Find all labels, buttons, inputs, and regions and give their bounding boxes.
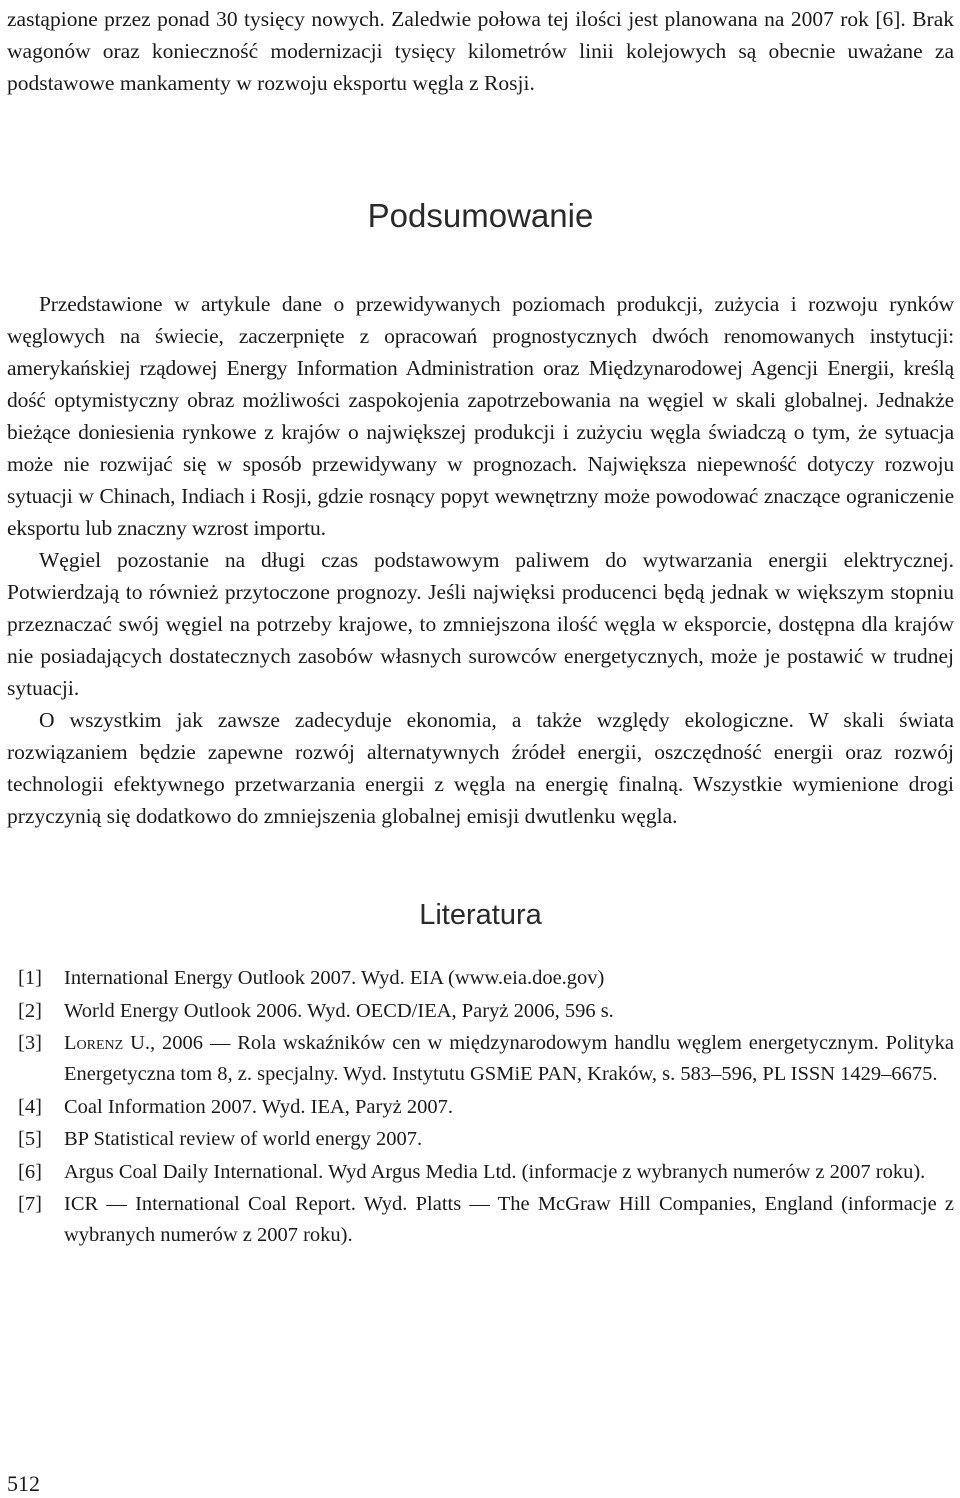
document-page [7, 0, 954, 1253]
summary-paragraph-1: Przedstawione w artykule dane o przewidywanych poziomach produkcji, zużycia i rozwoju rynków węglowych na świecie, zaczerpnięte z opracowań prognostycznych dwóch renomowanych instytucji: amerykańskiej rządowej Energy Information Administration oraz Międzynarodowej Agencji Energii, kreślą dość optymistyczny obraz możliwości zaspokojenia zapotrzebowania na węgiel w skali globalnej. Jednakże bieżące doniesienia rynkowe z krajów o największej produkcji i zużyciu węgla świadczą o tym, że sytuacja może nie rozwijać się w sposób przewidywany w prognozach. Największa niepewność dotyczy rozwoju sytuacji w Chinach, Indiach i Rosji, gdzie rosnący popyt wewnętrzny może powodować znaczące ograniczenie eksportu lub znaczny wzrost importu. [7, 292, 954, 540]
reference-number: [5] [18, 1128, 42, 1150]
reference-body: U., 2006 — Rola wskaźników cen w międzynarodowym handlu węglem energetycznym. Polityka Energetyczna tom 8, z. specjalny. Wyd. Instytutu GSMiE PAN, Kraków, s. 583–596, PL ISSN 1429–6675. [64, 1032, 954, 1085]
summary-paragraph-3: O wszystkim jak zawsze zadecyduje ekonomia, a także względy ekologiczne. W skali świata rozwiązaniem będzie zapewne rozwój alternatywnych źródeł energii, oszczędność energii oraz rozwój technologii efektywnego przetwarzania energii z węgla na energię finalną. Wszystkie wymienione drogi przyczynią się dodatkowo do zmniejszenia globalnej emisji dwutlenku węgla. [7, 708, 954, 828]
reference-number: [4] [18, 1095, 42, 1118]
page-number: 512 [7, 1471, 40, 1496]
reference-text: Argus Coal Daily International. Wyd Argus Media Ltd. (informacje z wybranych numerów z 2007 roku). [64, 1160, 926, 1183]
summary-section [7, 288, 954, 832]
reference-text: Coal Information 2007. Wyd. IEA, Paryż 2007. [64, 1095, 453, 1118]
reference-number: [2] [18, 999, 42, 1022]
reference-text: BP Statistical review of world energy 2007. [64, 1128, 423, 1150]
reference-item [7, 1028, 954, 1090]
reference-number: [7] [18, 1193, 42, 1215]
reference-text: World Energy Outlook 2006. Wyd. OECD/IEA, Paryż 2006, 596 s. [64, 999, 614, 1022]
reference-item [7, 1157, 954, 1188]
reference-item [7, 1124, 954, 1155]
reference-number: [3] [18, 1032, 42, 1054]
reference-list [7, 963, 954, 1251]
summary-paragraph-2: Węgiel pozostanie na długi czas podstawowym paliwem do wytwarzania energii elektrycznej. Potwierdzają to również przytoczone prognozy. Jeśli najwięksi producenci będą jednak w większym stopniu przeznaczać swój węgiel na potrzeby krajowe, to zmniejszona ilość węgla w eksporcie, dostępna dla krajów nie posiadających dostatecznych zasobów własnych surowców energetycznych, może je postawić w trudnej sytuacji. [7, 548, 954, 700]
literature-heading: Literatura [419, 899, 542, 931]
reference-item [7, 996, 954, 1027]
reference-text: International Energy Outlook 2007. Wyd. EIA (www.eia.doe.gov) [64, 967, 605, 989]
intro-paragraph: zastąpione przez ponad 30 tysięcy nowych. Zaledwie połowa tej ilości jest planowana na 2007 rok [6]. Brak wagonów oraz konieczność modernizacji tysięcy kilometrów linii kolejowych są obecnie uważane za podstawowe mankamenty w rozwoju eksportu węgla z Rosji. [7, 7, 954, 95]
reference-item [7, 1092, 954, 1123]
reference-author: Lorenz [64, 1032, 124, 1054]
summary-heading: Podsumowanie [367, 197, 594, 234]
reference-number: [1] [18, 967, 42, 989]
reference-text: ICR — International Coal Report. Wyd. Platts — The McGraw Hill Companies, England (informacje z wybranych numerów z 2007 roku). [64, 1193, 954, 1246]
reference-number: [6] [18, 1160, 42, 1183]
reference-text [64, 1028, 954, 1090]
reference-item [7, 1189, 954, 1251]
reference-item [7, 963, 954, 994]
